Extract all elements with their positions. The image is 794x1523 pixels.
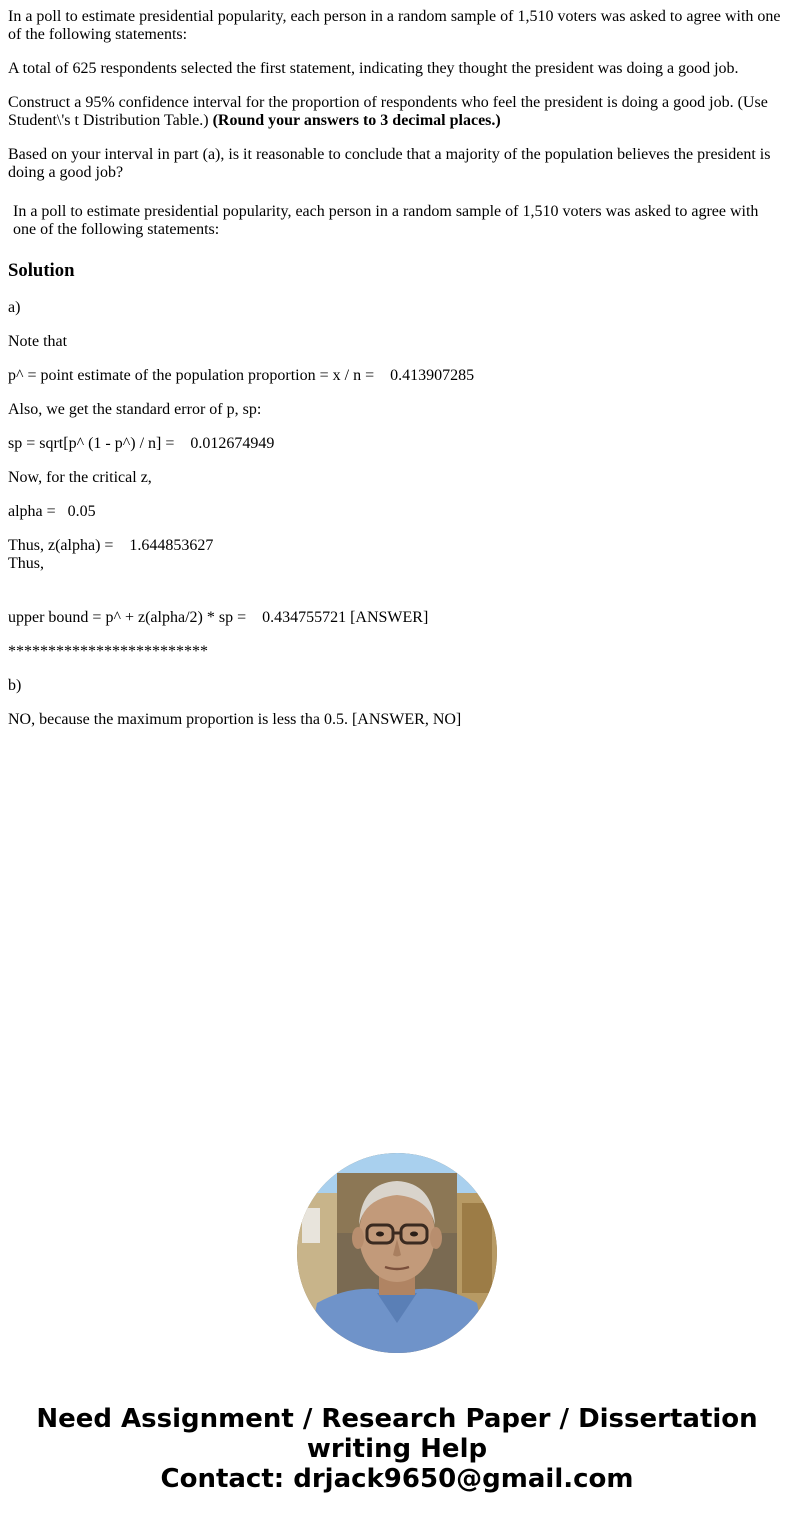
separator-stars: ************************* (8, 643, 208, 660)
question-paragraph-1: In a poll to estimate presidential popularity, each person in a random sample of 1,510 voters was asked to agree with one of the following statements: (8, 8, 781, 43)
promo-contact-line: Contact: drjack9650@gmail.com (160, 1464, 634, 1494)
question-paragraph-2: A total of 625 respondents selected the first statement, indicating they thought the president was doing a good job. (8, 60, 739, 77)
question-repeat-table (8, 198, 786, 244)
part-a-label: a) (8, 299, 21, 316)
blank-line (8, 573, 786, 591)
question-repeat-text: In a poll to estimate presidential popularity, each person in a random sample of 1,510 voters was asked to agree with one of the following statements: (13, 203, 759, 238)
question-paragraph-3 (8, 94, 786, 130)
thus-line: Thus, (8, 555, 44, 572)
critical-z-line: Thus, z(alpha) = 1.644853627 (8, 537, 214, 554)
rounding-instruction: (Round your answers to 3 decimal places.) (212, 112, 501, 129)
solution-heading: Solution (8, 260, 75, 281)
document-body (8, 8, 786, 745)
part-b-label: b) (8, 677, 22, 694)
author-avatar (297, 1153, 497, 1353)
point-estimate-line: p^ = point estimate of the population proportion = x / n = 0.413907285 (8, 367, 475, 384)
critical-z-block (8, 537, 786, 573)
standard-error-intro: Also, we get the standard error of p, sp: (8, 401, 262, 418)
question-paragraph-4: Based on your interval in part (a), is it reasonable to conclude that a majority of the population believes the president is doing a good job? (8, 146, 771, 181)
upper-bound-line: upper bound = p^ + z(alpha/2) * sp = 0.434755721 [ANSWER] (8, 609, 429, 626)
promo-line-2: writing Help (306, 1434, 488, 1464)
promo-line-1: Need Assignment / Research Paper / Dissertation (36, 1404, 758, 1434)
critical-value-intro: Now, for the critical z, (8, 469, 152, 486)
question-paragraph-3-text: Construct a 95% confidence interval for the proportion of respondents who feel the president is doing a good job. (Use Student\'s t Distribution Table.) (8, 94, 768, 129)
question-repeat-cell (12, 202, 782, 240)
part-b-answer: NO, because the maximum proportion is less tha 0.5. [ANSWER, NO] (8, 711, 462, 728)
promo-banner (0, 1404, 794, 1494)
standard-error-line: sp = sqrt[p^ (1 - p^) / n] = 0.012674949 (8, 435, 275, 452)
note-text: Note that (8, 333, 68, 350)
alpha-line: alpha = 0.05 (8, 503, 96, 520)
